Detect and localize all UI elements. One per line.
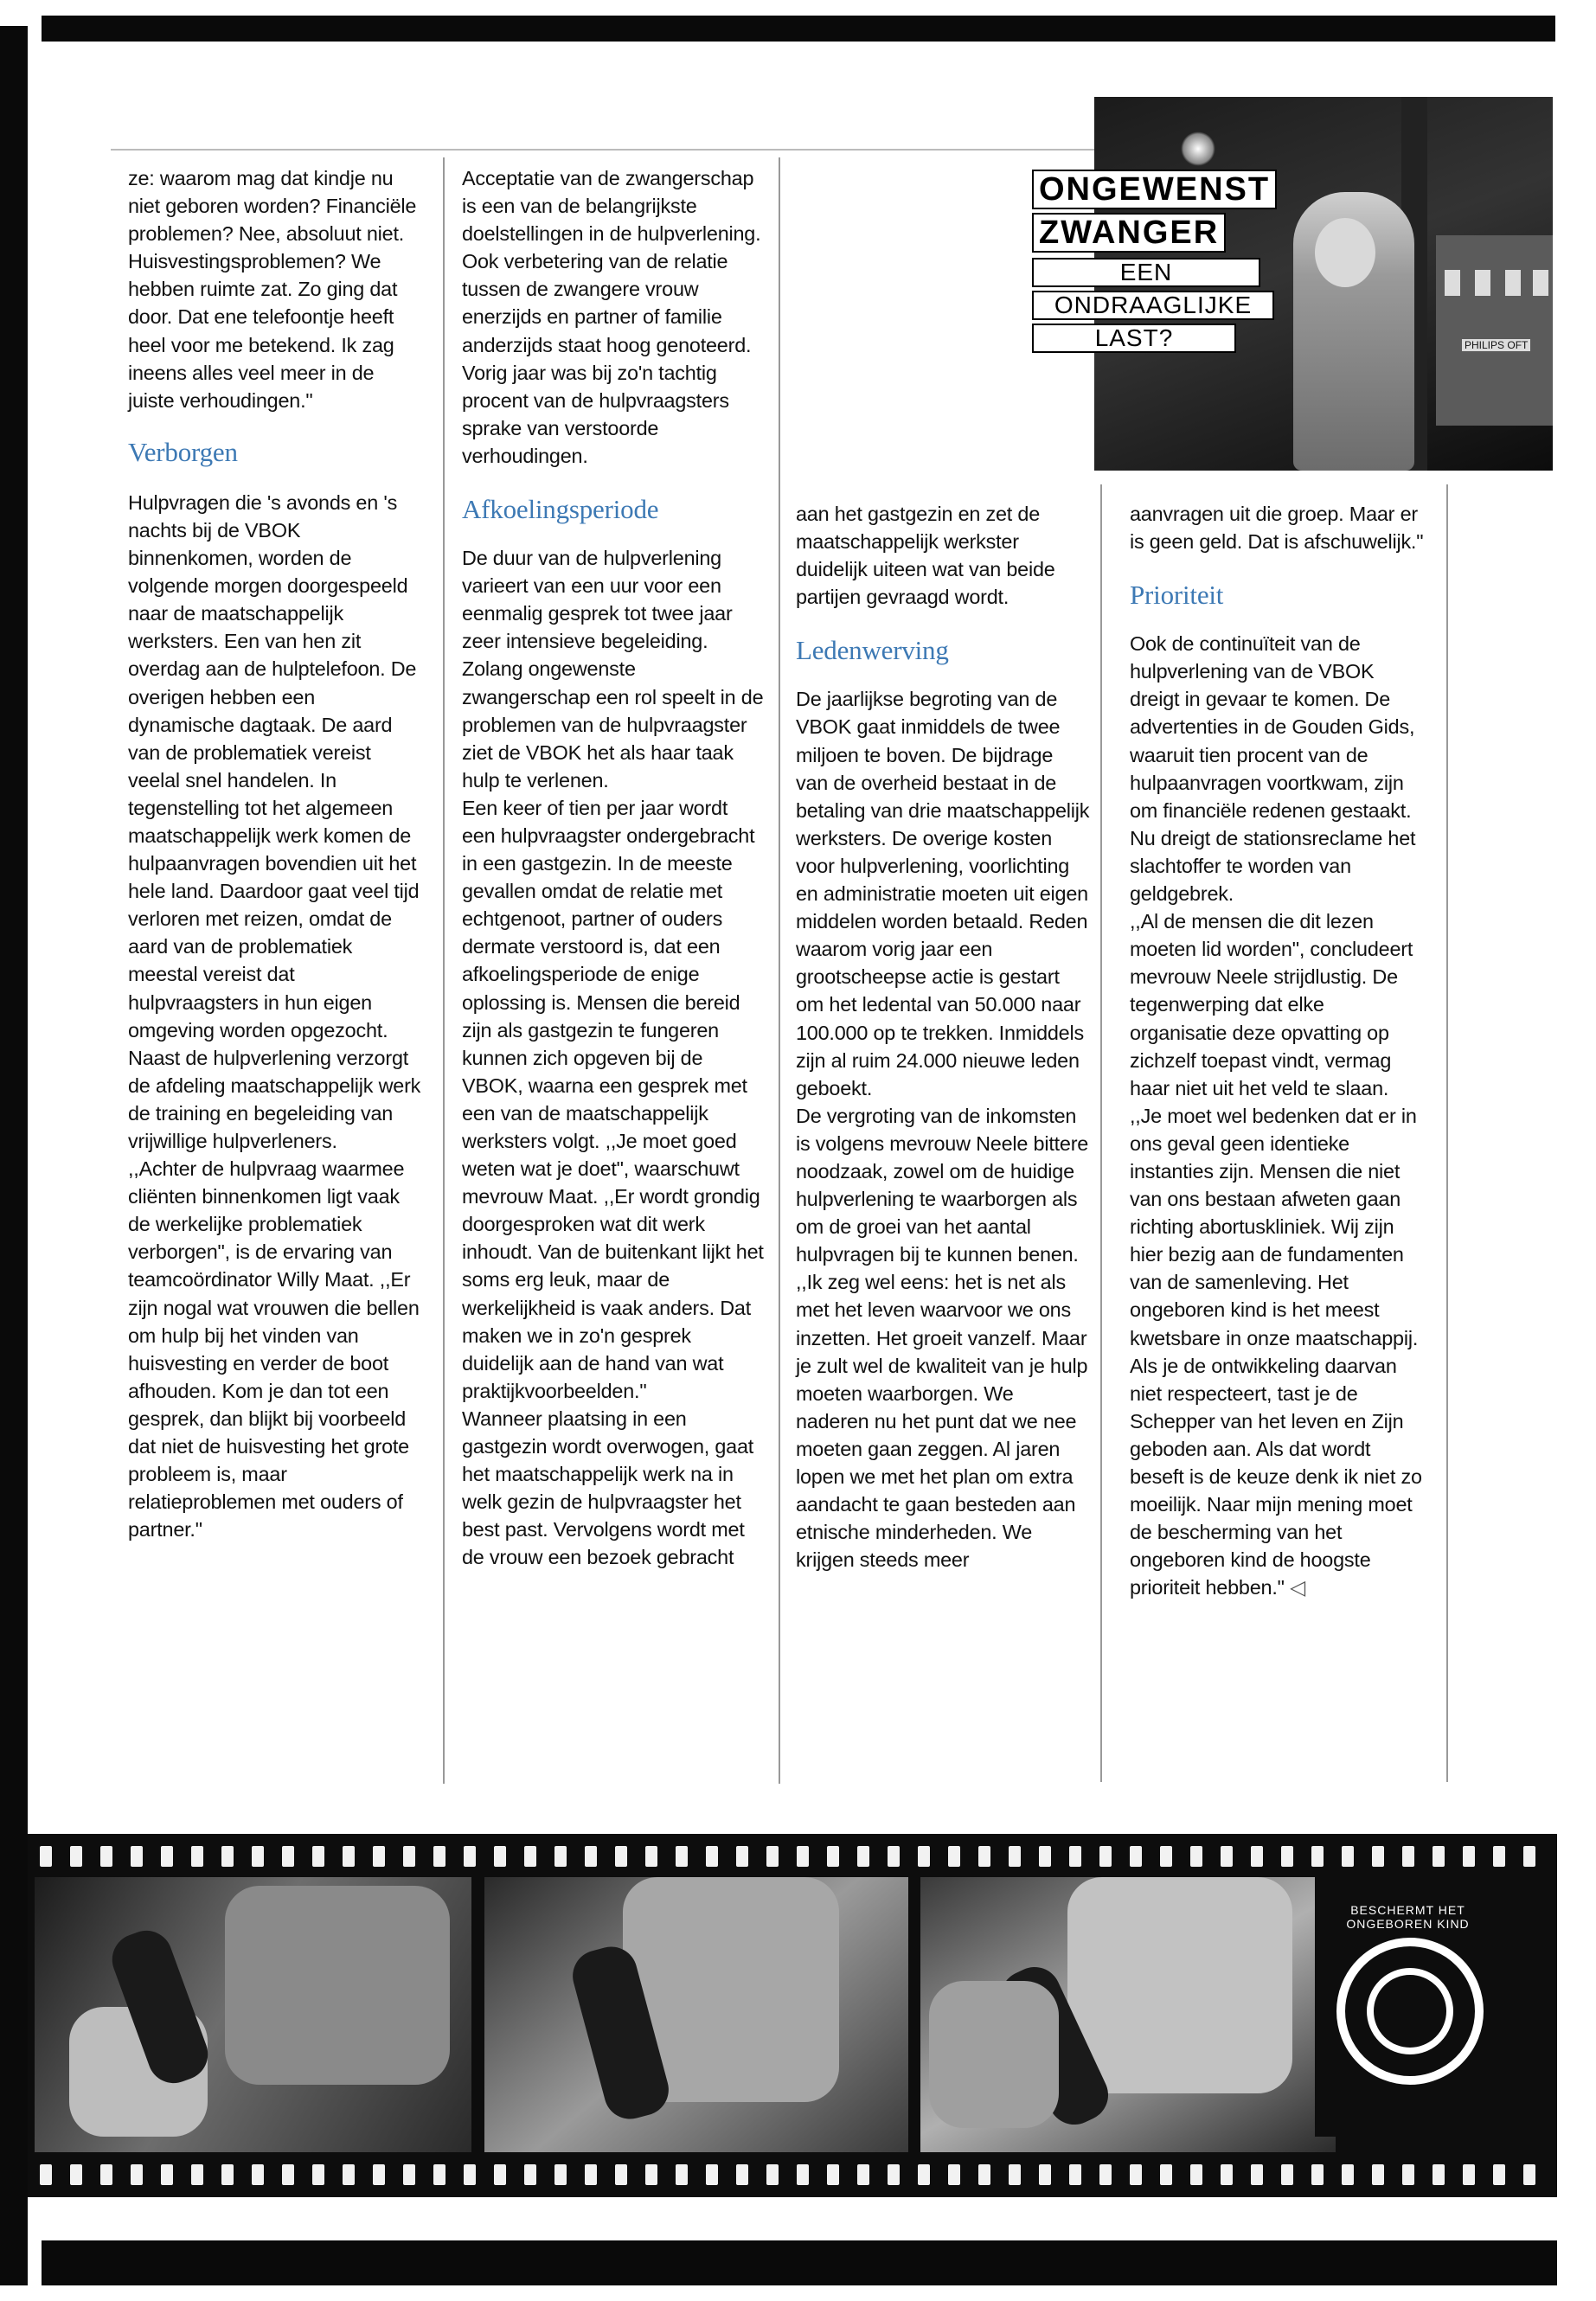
sprocket-hole bbox=[1160, 2164, 1172, 2185]
sprocket-hole bbox=[1402, 1846, 1414, 1867]
sprocket-hole bbox=[676, 2164, 688, 2185]
sprocket-hole bbox=[403, 1846, 415, 1867]
sprocket-hole bbox=[766, 1846, 779, 1867]
sprocket-hole bbox=[464, 2164, 476, 2185]
paragraph-text: ,,Je moet wel bedenken dat er in ons geval geen identieke instanties zijn. Mensen die niet van ons bestaan afweten gaan richting abortuskliniek. Wij zijn hier bezig aan de fundamenten van de samenleving. Het ongeboren kind is het meest kwetsbare in onze maatschappij. Als je de ontwikkeling daarvan niet respecteert, tast je de Schepper van het leven en Zijn geboden aan. Als dat wordt beseft is de keuze denk ik niet zo moeilijk. Naar mijn mening moet de bescherming van het ongeboren kind de hoogste prioriteit hebben." bbox=[1130, 1104, 1422, 1599]
sprocket-hole bbox=[1251, 1846, 1263, 1867]
sprocket-hole bbox=[524, 1846, 536, 1867]
bottom-border-bar bbox=[42, 2240, 1557, 2285]
sprocket-hole bbox=[857, 1846, 869, 1867]
sprocket-hole bbox=[494, 2164, 506, 2185]
sprocket-hole bbox=[1099, 2164, 1112, 2185]
sprocket-hole bbox=[1281, 2164, 1293, 2185]
sprocket-hole bbox=[433, 1846, 445, 1867]
subtitle-line-2: ONDRAAGLIJKE bbox=[1032, 291, 1274, 320]
sprocket-hole bbox=[706, 1846, 718, 1867]
sprocket-hole bbox=[615, 2164, 627, 2185]
sprocket-hole bbox=[343, 1846, 355, 1867]
sprocket-hole bbox=[1009, 2164, 1021, 2185]
sprocket-hole bbox=[312, 1846, 324, 1867]
sprocket-hole bbox=[1433, 1846, 1445, 1867]
sprocket-hole bbox=[1069, 1846, 1081, 1867]
paragraph: ,,Achter de hulpvraag waarmee cliënten binnenkomen ligt vaak de werkelijke problematiek verborgen", is de ervaring van teamcoördinator Willy Maat. ,,Er zijn nogal wat vrouwen die bellen om hulp bij het vinden van huisvesting en verder de boot afhouden. Kom je dan tot een gesprek, dan blijkt bij voorbeeld dat niet de huisvesting het grote probleem is, maar relatieproblemen met ouders of partner." bbox=[128, 1157, 420, 1541]
sprocket-hole bbox=[1311, 2164, 1324, 2185]
sprocket-hole bbox=[1009, 1846, 1021, 1867]
hand bbox=[929, 1981, 1059, 2128]
sprocket-hole bbox=[1251, 2164, 1263, 2185]
sprocket-hole bbox=[978, 1846, 990, 1867]
sprocket-hole bbox=[343, 2164, 355, 2185]
sprocket-hole bbox=[282, 1846, 294, 1867]
sprocket-hole bbox=[70, 2164, 82, 2185]
sprocket-hole bbox=[554, 2164, 567, 2185]
paragraph: De jaarlijkse begroting van de VBOK gaat inmiddels de twee miljoen te boven. De bijdrage van de overheid bestaat in de betaling van drie maatschappelijk werksters. De overige kosten voor hulpverlening, voorlichting en administratie moeten uit eigen middelen worden betaald. Reden waarom vorig jaar een grootscheepse actie is gestart om het ledental van 50.000 naar 100.000 op te trekken. Inmiddels zijn al ruim 24.000 nieuwe leden geboekt. bbox=[796, 688, 1090, 1099]
sprocket-hole bbox=[433, 2164, 445, 2185]
sprocket-hole bbox=[645, 1846, 657, 1867]
sprocket-hole bbox=[736, 2164, 748, 2185]
sprocket-hole bbox=[918, 1846, 930, 1867]
sprocket-hole bbox=[1130, 2164, 1142, 2185]
sprocket-hole bbox=[161, 1846, 173, 1867]
sprocket-hole bbox=[1039, 2164, 1051, 2185]
sprocket-hole bbox=[888, 2164, 900, 2185]
paragraph: aan het gastgezin en zet de maatschappelijk werkster duidelijk uiteen wat van beide partijen gevraagd wordt. bbox=[796, 503, 1055, 609]
paragraph: Ook de continuïteit van de hulpverlening van de VBOK dreigt in gevaar te komen. De advertenties in de Gouden Gids, waaruit tien procent van de hulpaanvragen voortkwam, zijn om financiële redenen gestaakt. Nu dreigt de stationsreclame het slachtoffer te worden van geldgebrek. bbox=[1130, 632, 1416, 906]
paragraph: De duur van de hulpverlening varieert van een uur voor een eenmalig gesprek tot twee jaar zeer intensieve begeleiding. Zolang ongewenste zwangerschap een rol speelt in de problemen van de hulpvraagster ziet de VBOK het als haar taak hulp te verlenen. bbox=[462, 547, 764, 792]
sprocket-hole bbox=[1190, 2164, 1202, 2185]
film-frame-3 bbox=[920, 1877, 1336, 2152]
sprocket-hole bbox=[1160, 1846, 1172, 1867]
paragraph: Wanneer plaatsing in een gastgezin wordt overwogen, gaat het maatschappelijk werk na in welk gezin de hulpvraagster het best past. Vervolgens wordt met de vrouw een bezoek gebracht bbox=[462, 1407, 754, 1569]
sprocket-hole bbox=[1463, 2164, 1475, 2185]
sprocket-hole bbox=[1039, 1846, 1051, 1867]
sprocket-hole bbox=[766, 2164, 779, 2185]
section-heading-afkoelingsperiode: Afkoelingsperiode bbox=[462, 494, 659, 525]
column-divider-2 bbox=[779, 157, 780, 1784]
sprocket-hole bbox=[585, 2164, 597, 2185]
paragraph bbox=[1130, 1102, 1424, 1602]
subtitle-line-1: EEN bbox=[1032, 258, 1260, 287]
sprocket-hole bbox=[191, 2164, 203, 2185]
article-column-4 bbox=[1130, 500, 1424, 1601]
title-line-1: ONGEWENST bbox=[1032, 170, 1277, 209]
paragraph: ze: waarom mag dat kindje nu niet geboren worden? Financiële problemen? Nee, absoluut niet. Huisvestingsproblemen? We hebben ruimte zat. Zo ging dat door. Dat ene telefoontje heeft heel voor me betekend. Ik zag ineens alles veel meer in de juiste verhoudingen." bbox=[128, 167, 417, 412]
sprocket-hole bbox=[1342, 2164, 1354, 2185]
sprocket-hole bbox=[252, 2164, 264, 2185]
sprocket-hole bbox=[888, 1846, 900, 1867]
face bbox=[1067, 1877, 1292, 2093]
sprocket-hole bbox=[797, 1846, 809, 1867]
sprocket-hole bbox=[40, 1846, 52, 1867]
sprocket-hole bbox=[1311, 1846, 1324, 1867]
sprocket-hole bbox=[1221, 2164, 1233, 2185]
paragraph: ,,Al de mensen die dit lezen moeten lid worden", concludeert mevrouw Neele strijdlustig. De tegenwerping dat elke organisatie deze opvatting op zichzelf toepast vindt, vermag haar niet uit het veld te slaan. bbox=[1130, 910, 1413, 1099]
logo-inner-ring-icon bbox=[1367, 1968, 1453, 2054]
sprocket-hole bbox=[1342, 1846, 1354, 1867]
sprocket-hole bbox=[1493, 1846, 1505, 1867]
sprocket-hole bbox=[554, 1846, 567, 1867]
sprocket-hole bbox=[373, 2164, 385, 2185]
sprocket-hole bbox=[1190, 1846, 1202, 1867]
sprocket-hole bbox=[464, 1846, 476, 1867]
title-line-2: ZWANGER bbox=[1032, 213, 1226, 253]
woman-face bbox=[1315, 218, 1375, 287]
train bbox=[1436, 235, 1553, 426]
sprocket-hole bbox=[1402, 2164, 1414, 2185]
sprocket-hole bbox=[1130, 1846, 1142, 1867]
sprocket-hole bbox=[494, 1846, 506, 1867]
sprocket-hole bbox=[282, 2164, 294, 2185]
paragraph: Een keer of tien per jaar wordt een hulpvraagster ondergebracht in een gastgezin. In de meeste gevallen omdat de relatie met echtgenoot, partner of ouders dermate verstoord is, dat een afkoelingsperiode de enige oplossing is. Mensen die bereid zijn als gastgezin te fungeren kunnen zich opgeven bij de VBOK, waarna een gesprek met een van de maatschappelijk werksters volgt. ,,Je moet goed weten wat je doet", waarschuwt mevrouw Maat. ,,Er wordt grondig doorgesproken wat dit werk inhoudt. Van de buitenkant lijkt het soms erg leuk, maar de werkelijkheid is vaak anders. Dat maken we in zo'n gesprek duidelijk aan de hand van wat praktijkvoorbeelden." bbox=[462, 796, 764, 1402]
sprocket-hole bbox=[1463, 1846, 1475, 1867]
sprocket-hole bbox=[1523, 1846, 1535, 1867]
sprocket-hole bbox=[645, 2164, 657, 2185]
vbok-logo bbox=[1315, 1877, 1501, 2137]
end-of-article-icon: ◁ bbox=[1290, 1576, 1305, 1599]
article-column-3 bbox=[796, 500, 1090, 1574]
sprocket-hole bbox=[191, 1846, 203, 1867]
sprocket-hole bbox=[221, 2164, 234, 2185]
sprocket-hole bbox=[131, 2164, 143, 2185]
top-border-bar bbox=[42, 16, 1555, 42]
sprocket-hole bbox=[706, 2164, 718, 2185]
sprocket-hole bbox=[1372, 2164, 1384, 2185]
column-divider-1 bbox=[443, 157, 445, 1784]
left-border-bar bbox=[0, 26, 28, 2285]
sprocket-hole bbox=[312, 2164, 324, 2185]
film-frame-1 bbox=[35, 1877, 471, 2152]
sprocket-hole bbox=[252, 1846, 264, 1867]
sprocket-hole bbox=[1523, 2164, 1535, 2185]
sprocket-hole bbox=[1433, 2164, 1445, 2185]
sprocket-hole bbox=[221, 1846, 234, 1867]
subtitle-line-3: LAST? bbox=[1032, 324, 1236, 353]
section-heading-prioriteit: Prioriteit bbox=[1130, 580, 1224, 611]
sprocket-hole bbox=[1281, 1846, 1293, 1867]
sprocket-hole bbox=[948, 1846, 960, 1867]
sprocket-hole bbox=[100, 2164, 112, 2185]
article-column-1 bbox=[128, 164, 422, 1543]
section-heading-verborgen: Verborgen bbox=[128, 436, 238, 467]
sprocket-hole bbox=[403, 2164, 415, 2185]
sprocket-hole bbox=[524, 2164, 536, 2185]
sprocket-hole bbox=[100, 1846, 112, 1867]
paragraph: De vergroting van de inkomsten is volgens mevrouw Neele bittere noodzaak, zowel om de huidige hulpverlening te waarborgen als om de groei van het aantal hulpvragen bij te kunnen benen. ,,Ik zeg wel eens: het is net als met het leven waarvoor we ons inzetten. Het groeit vanzelf. Maar je zult wel de kwaliteit van je hulp moeten waarborgen. We naderen nu het punt dat we nee moeten gaan zeggen. Al jaren lopen we met het plan om extra aandacht te gaan besteden aan etnische minderheden. We krijgen steeds meer bbox=[796, 1104, 1089, 1572]
film-frame-2 bbox=[484, 1877, 908, 2152]
section-heading-ledenwerving: Ledenwerving bbox=[796, 635, 949, 666]
sprocket-hole bbox=[70, 1846, 82, 1867]
sprocket-hole bbox=[948, 2164, 960, 2185]
paragraph: Hulpvragen die 's avonds en 's nachts bij de VBOK binnenkomen, worden de volgende morgen doorgespeeld naar de maatschappelijk werksters. Een van hen zit overdag aan de hulptelefoon. De overigen hebben een dynamische dagtaak. De aard van de problematiek vereist veelal snel handelen. In tegenstelling tot het algemeen maatschappelijk werk komen de hulpaanvragen bovendien uit het hele land. Daardoor gaat veel tijd verloren met reizen, omdat de aard van de problematiek meestal vereist dat hulpvraagsters in hun eigen omgeving worden opgezocht. Naast de hulpverlening verzorgt de afdeling maatschappelijk werk de training en begeleiding van vrijwillige hulpverleners. bbox=[128, 490, 421, 1152]
sprocket-hole bbox=[978, 2164, 990, 2185]
sprocket-hole bbox=[676, 1846, 688, 1867]
paragraph: Acceptatie van de zwangerschap is een van de belangrijkste doelstellingen in de hulpverlening. Ook verbetering van de relatie tussen de zwangere vrouw enerzijds en partner of familie anderzijds staat hoog genoteerd. Vorig jaar was bij zo'n tachtig procent van de hulpvraagsters sprake van verstoorde verhoudingen. bbox=[462, 167, 761, 467]
sprocket-hole bbox=[1221, 1846, 1233, 1867]
sprocket-hole bbox=[615, 1846, 627, 1867]
sprocket-hole bbox=[736, 1846, 748, 1867]
sprocket-hole bbox=[827, 1846, 839, 1867]
sprocket-hole bbox=[585, 1846, 597, 1867]
sprocket-hole bbox=[1493, 2164, 1505, 2185]
face bbox=[225, 1886, 450, 2085]
sprocket-hole bbox=[1372, 1846, 1384, 1867]
sprocket-hole bbox=[131, 1846, 143, 1867]
sprocket-hole bbox=[1099, 1846, 1112, 1867]
sprocket-hole bbox=[1069, 2164, 1081, 2185]
sprocket-hole bbox=[40, 2164, 52, 2185]
sprocket-hole bbox=[373, 1846, 385, 1867]
street-lamp bbox=[1181, 131, 1215, 166]
sprocket-hole bbox=[827, 2164, 839, 2185]
train-sign: PHILIPS OFT bbox=[1462, 339, 1530, 351]
article-column-2 bbox=[462, 164, 765, 1572]
sprocket-hole bbox=[918, 2164, 930, 2185]
paragraph: aanvragen uit die groep. Maar er is geen geld. Dat is afschuwelijk." bbox=[1130, 503, 1424, 554]
column-divider-4 bbox=[1446, 484, 1448, 1782]
sprocket-hole bbox=[161, 2164, 173, 2185]
logo-text: BESCHERMT HET ONGEBOREN KIND bbox=[1346, 1903, 1470, 1931]
sprocket-hole bbox=[797, 2164, 809, 2185]
column-divider-3 bbox=[1100, 484, 1102, 1782]
sprocket-hole bbox=[857, 2164, 869, 2185]
